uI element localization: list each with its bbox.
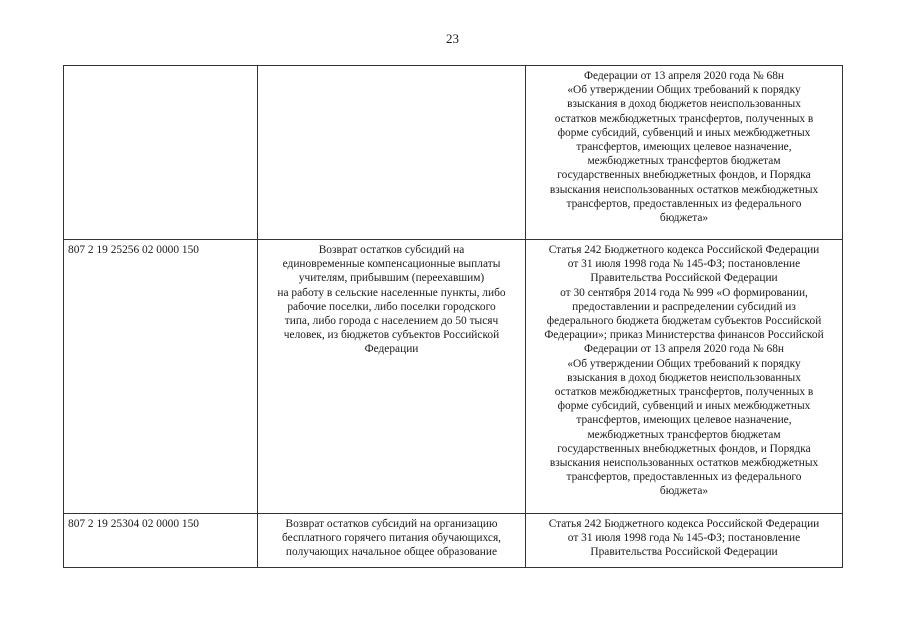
income-name-cell	[258, 240, 526, 514]
budget-code-cell: 807 2 19 25304 02 0000 150	[64, 514, 258, 568]
income-name-cell	[258, 66, 526, 240]
legal-basis-line: форме субсидий, субвенций и иных межбюджетных	[557, 126, 811, 139]
table-row	[64, 66, 843, 240]
table-row	[64, 240, 843, 514]
legal-basis-line: Правительства Российской Федерации	[590, 272, 778, 285]
legal-basis-line: федерального бюджета бюджетам субъектов Российской	[546, 315, 822, 328]
legal-basis-line: взыскания неиспользованных остатков межбюджетных	[549, 457, 819, 470]
legal-basis-line: предоставлении и распределении субсидий из	[572, 300, 796, 313]
legal-basis-line: взыскания неиспользованных остатков межбюджетных	[549, 183, 819, 196]
income-name-line: бесплатного горячего питания обучающихся,	[281, 532, 502, 545]
income-name-line: Возврат остатков субсидий на организацию	[285, 518, 498, 530]
legal-basis-line: межбюджетных трансфертов бюджетам	[587, 428, 781, 441]
legal-basis-line: от 30 сентября 2014 года № 999 «О формировании,	[560, 286, 808, 299]
income-name-line: рабочие поселки, либо поселки городского	[287, 300, 496, 313]
legal-basis-line: «Об утверждении Общих требований к порядку	[567, 84, 801, 97]
legal-basis-line: трансфертов, имеющих целевое назначение,	[576, 414, 792, 427]
legal-basis-line: от 31 июля 1998 года № 145-ФЗ; постановление	[567, 258, 801, 271]
legal-basis-line: государственных внебюджетных фондов, и Порядка	[557, 169, 811, 182]
legal-basis-line: межбюджетных трансфертов бюджетам	[587, 155, 781, 168]
table-row	[64, 514, 843, 568]
legal-basis-line: Федерации от 13 апреля 2020 года № 68н	[583, 343, 785, 356]
legal-basis-line: Статья 242 Бюджетного кодекса Российской Федерации	[548, 518, 820, 530]
legal-basis-cell	[526, 66, 843, 240]
legal-basis-line: трансфертов, предоставленных из федерального	[566, 197, 802, 210]
budget-code-cell	[64, 66, 258, 240]
legal-basis-line: трансфертов, имеющих целевое назначение,	[576, 141, 792, 154]
legal-basis-line: трансфертов, предоставленных из федерального	[566, 471, 802, 484]
legal-basis-line: от 31 июля 1998 года № 145-ФЗ; постановление	[567, 532, 801, 545]
income-name-line: Федерации	[364, 343, 419, 356]
income-name-line: получающих начальное общее образование	[285, 546, 498, 559]
table-body	[64, 66, 843, 568]
page-number: 23	[446, 31, 459, 46]
legal-basis-line: остатков межбюджетных трансфертов, полученных в	[554, 112, 814, 125]
legal-basis-line: остатков межбюджетных трансфертов, полученных в	[554, 386, 814, 399]
income-name-line: учителям, прибывшим (переехавшим)	[298, 272, 485, 285]
legal-basis-line: форме субсидий, субвенций и иных межбюджетных	[557, 400, 811, 413]
legal-basis-line: взыскания в доход бюджетов неиспользованных	[567, 98, 801, 111]
legal-basis-line: Статья 242 Бюджетного кодекса Российской Федерации	[548, 244, 820, 256]
legal-basis-cell	[526, 240, 843, 514]
legal-basis-line: государственных внебюджетных фондов, и Порядка	[557, 442, 811, 455]
legal-basis-cell	[526, 514, 843, 568]
legal-basis-line: бюджета»	[659, 485, 709, 498]
legal-basis-line: бюджета»	[659, 212, 709, 225]
income-name-line: Возврат остатков субсидий на	[318, 244, 465, 256]
legal-basis-line: Федерации от 13 апреля 2020 года № 68н	[583, 70, 785, 82]
budget-codes-table	[63, 65, 843, 568]
income-name-line: типа, либо города с населением до 50 тысяч	[284, 315, 499, 328]
legal-basis-line: Правительства Российской Федерации	[590, 546, 778, 559]
legal-basis-line: Федерации»; приказ Министерства финансов Российской	[544, 329, 824, 342]
legal-basis-line: «Об утверждении Общих требований к порядку	[567, 357, 801, 370]
income-name-line: на работу в сельские населенные пункты, либо	[277, 286, 506, 299]
legal-basis-line: взыскания в доход бюджетов неиспользованных	[567, 371, 801, 384]
income-name-cell	[258, 514, 526, 568]
income-name-line: человек, из бюджетов субъектов Российской	[283, 329, 500, 342]
budget-code-cell: 807 2 19 25256 02 0000 150	[64, 240, 258, 514]
income-name-line: единовременные компенсационные выплаты	[282, 258, 501, 271]
